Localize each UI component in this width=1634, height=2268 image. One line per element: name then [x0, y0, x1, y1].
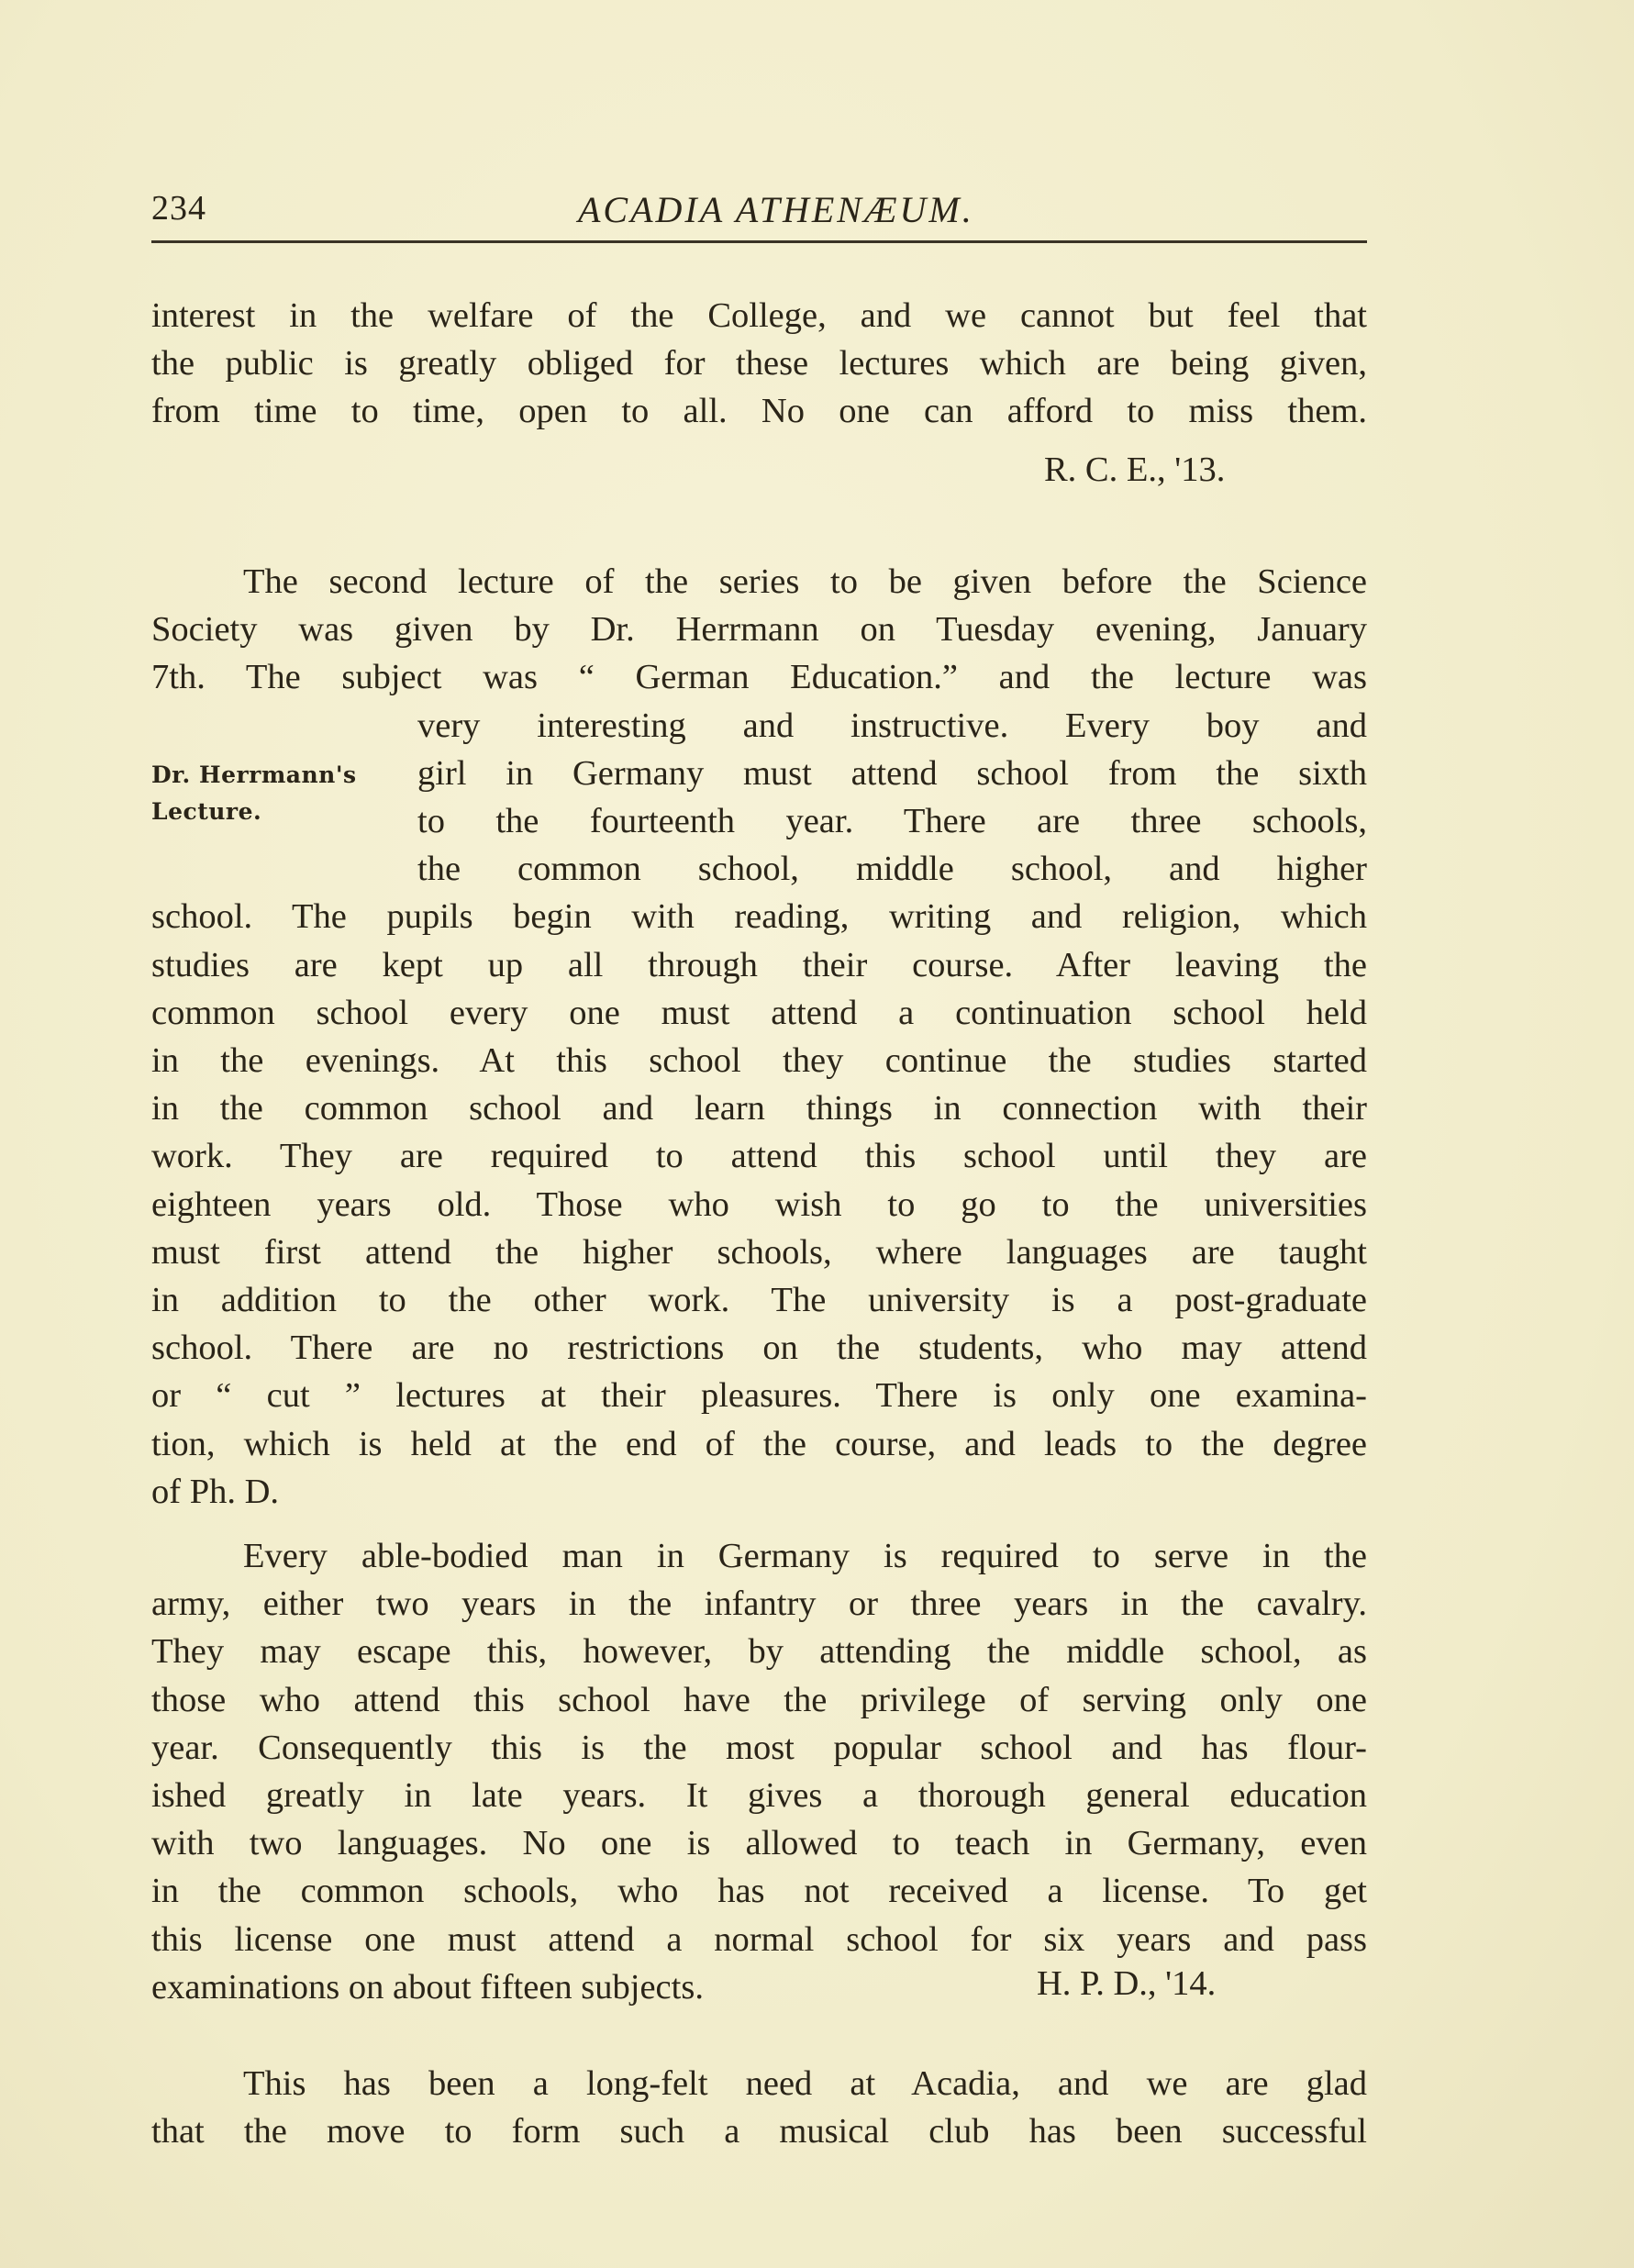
text-line: common school every one must attend a continuation school held	[151, 993, 1367, 1032]
text-line: studies are kept up all through their course. After leaving the	[151, 945, 1367, 984]
text-line: girl in Germany must attend school from the sixth	[417, 753, 1367, 793]
text-line: must first attend the higher schools, where languages are taught	[151, 1232, 1367, 1272]
text-line: tion, which is held at the end of the course, and leads to the degree	[151, 1424, 1367, 1463]
text-line: army, either two years in the infantry or three years in the cavalry.	[151, 1584, 1367, 1624]
text-line: The second lecture of the series to be given before the Science	[243, 562, 1367, 601]
signature-hpd: H. P. D., '14.	[1037, 1964, 1217, 2003]
paragraph-1	[151, 292, 1367, 436]
text-line: from time to time, open to all. No one can afford to miss them.	[151, 392, 1367, 431]
header-rule	[151, 240, 1367, 243]
paragraph-2	[151, 558, 1367, 1516]
page-number: 234	[151, 189, 206, 228]
text-line: very interesting and instructive. Every boy and	[417, 706, 1367, 745]
text-line: those who attend this school have the privilege of serving only one	[151, 1680, 1367, 1719]
margin-note-line: Dr. Herrmann's	[151, 762, 357, 788]
text-line: 7th. The subject was “ German Education.” and the lecture was	[151, 658, 1367, 697]
text-line: or “ cut ” lectures at their pleasures. There is only one examina-	[151, 1376, 1367, 1416]
text-line: in the evenings. At this school they continue the studies started	[151, 1041, 1367, 1081]
margin-note	[151, 757, 357, 830]
text-line: school. The pupils begin with reading, writing and religion, which	[151, 897, 1367, 937]
text-line: ished greatly in late years. It gives a thorough general education	[151, 1776, 1367, 1816]
text-line: the public is greatly obliged for these lectures which are being given,	[151, 344, 1367, 384]
margin-note-line: Lecture.	[151, 798, 262, 825]
text-line: eighteen years old. Those who wish to go to the universities	[151, 1184, 1367, 1224]
text-line: examinations on about fifteen subjects.	[151, 1967, 704, 2007]
text-line: with two languages. No one is allowed to teach in Germany, even	[151, 1824, 1367, 1863]
text-line: in the common school and learn things in connection with their	[151, 1089, 1367, 1128]
text-line: This has been a long-felt need at Acadia, and we are glad	[243, 2064, 1367, 2103]
page-header	[151, 188, 1367, 230]
text-line: the common school, middle school, and higher	[417, 850, 1367, 889]
text-line: of Ph. D.	[151, 1472, 280, 1511]
text-line: work. They are required to attend this school until they are	[151, 1137, 1367, 1176]
running-head: ACADIA ATHENÆUM.	[578, 189, 974, 230]
text-line: that the move to form such a musical club has been successful	[151, 2112, 1367, 2151]
text-line: to the fourteenth year. There are three schools,	[417, 802, 1367, 841]
paragraph-3	[151, 1532, 1367, 2011]
signature-rce: R. C. E., '13.	[1044, 450, 1226, 489]
text-line: in the common schools, who has not received a license. To get	[151, 1872, 1367, 1911]
text-line: They may escape this, however, by attending the middle school, as	[151, 1632, 1367, 1672]
text-line: interest in the welfare of the College, and we cannot but feel that	[151, 296, 1367, 335]
text-line: Society was given by Dr. Herrmann on Tuesday evening, January	[151, 610, 1367, 650]
text-line: this license one must attend a normal school for six years and pass	[151, 1919, 1367, 1959]
text-line: in addition to the other work. The university is a post-graduate	[151, 1281, 1367, 1320]
paragraph-4	[151, 2060, 1367, 2155]
text-line: school. There are no restrictions on the students, who may attend	[151, 1329, 1367, 1368]
text-line: year. Consequently this is the most popular school and has flour-	[151, 1728, 1367, 1767]
text-line: Every able-bodied man in Germany is required to serve in the	[243, 1537, 1367, 1575]
